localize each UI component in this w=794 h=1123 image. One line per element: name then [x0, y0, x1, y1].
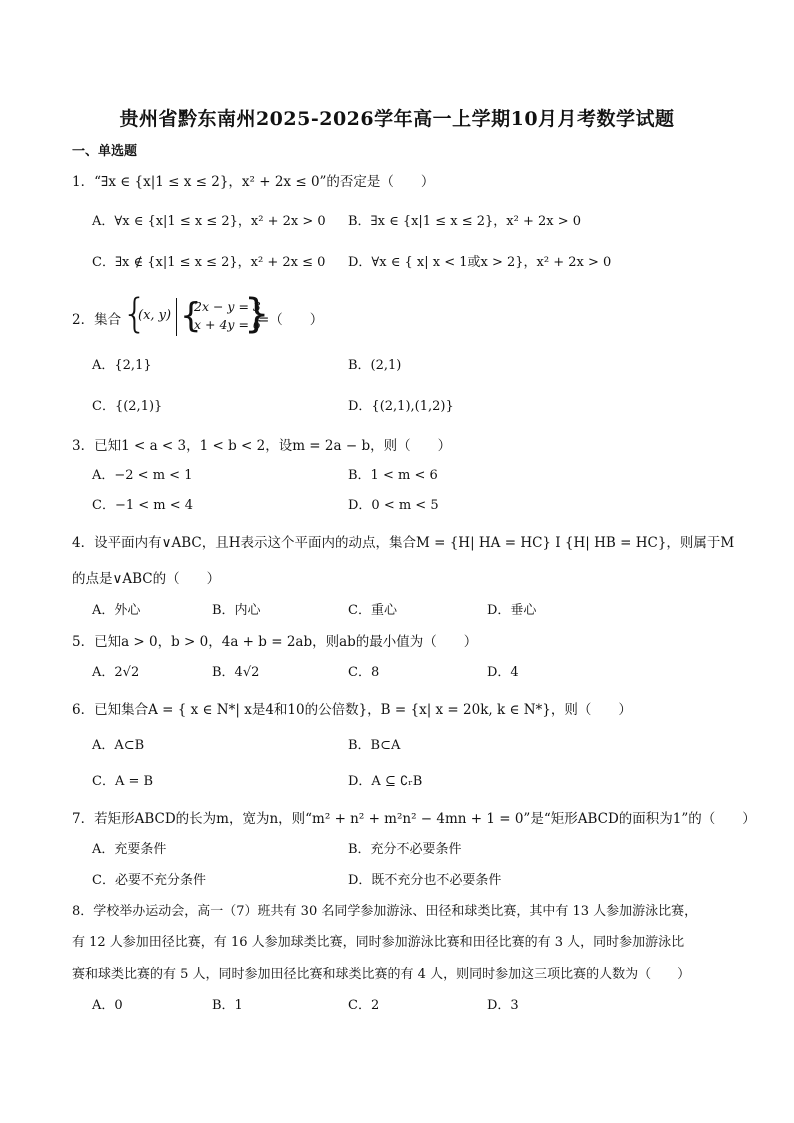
question-8-stem-line-1: 8．学校举办运动会，高一（7）班共有 30 名同学参加游泳、田径和球类比赛，其中有 13 人参加游泳比赛，	[72, 904, 698, 919]
set-left-brace: {	[122, 291, 148, 337]
question-6-stem: 6．已知集合A = { x ∈ N*| x是4和10的公倍数}，B = {x| x = 20k, k ∈ N*}，则（ ）	[72, 702, 632, 718]
question-3-stem: 3．已知1 < a < 3，1 < b < 2，设m = 2a − b，则（ ）	[72, 438, 452, 454]
question-7-stem: 7．若矩形ABCD的长为m，宽为n，则“m² + n² + m²n² − 4mn + 1 = 0”是“矩形ABCD的面积为1”的（ ）	[72, 811, 756, 827]
question-5-option-b: B．4√2	[212, 665, 260, 680]
question-5-option-a: A．2√2	[92, 665, 140, 680]
question-4-option-a: A．外心	[92, 603, 141, 618]
exam-title: 贵州省黔东南州2025-2026学年高一上学期10月月考数学试题	[119, 108, 675, 130]
set-right-brace: }	[244, 291, 270, 337]
question-8-option-c: C．2	[348, 998, 380, 1013]
question-3-option-c: C．−1 < m < 4	[92, 498, 194, 513]
question-4-option-d: D．垂心	[487, 603, 537, 618]
question-2-stem	[72, 291, 372, 340]
question-7-option-a: A．充要条件	[92, 842, 167, 857]
question-2-option-c: C．{(2,1)}	[92, 399, 163, 414]
equation-1: 2x − y = 3	[194, 299, 261, 314]
question-8-option-d: D．3	[487, 998, 519, 1013]
question-2-label: 2．集合	[72, 312, 122, 328]
question-4-option-b: B．内心	[212, 603, 261, 618]
question-6-option-c: C．A = B	[92, 774, 154, 789]
section-heading: 一、单选题	[72, 144, 138, 159]
question-6-option-a: A．A⊂B	[92, 738, 145, 753]
question-2-option-b: B．(2,1)	[348, 358, 402, 373]
question-4-option-c: C．重心	[348, 603, 397, 618]
equation-2: x + 4y = 6	[194, 317, 261, 332]
question-3-option-a: A．−2 < m < 1	[92, 468, 193, 483]
question-1-option-b: B．∃x ∈ {x|1 ≤ x ≤ 2}，x² + 2x > 0	[348, 214, 581, 229]
question-1-option-d: D．∀x ∈ { x| x < 1或x > 2}，x² + 2x > 0	[348, 255, 612, 270]
question-3-option-b: B．1 < m < 6	[348, 468, 438, 483]
question-2-option-d: D．{(2,1),(1,2)}	[348, 399, 454, 414]
set-element: (x, y)	[138, 308, 172, 323]
question-5-option-c: C．8	[348, 665, 380, 680]
question-3-option-d: D．0 < m < 5	[348, 498, 439, 513]
question-6-option-b: B．B⊂A	[348, 738, 401, 753]
question-2-option-a: A．{2,1}	[92, 358, 152, 373]
question-6-option-d: D．A ⊆ ∁ᵣB	[348, 774, 423, 789]
question-1-option-c: C．∃x ∉ {x|1 ≤ x ≤ 2}，x² + 2x ≤ 0	[92, 255, 326, 270]
question-8-stem-line-3: 赛和球类比赛的有 5 人，同时参加田径比赛和球类比赛的有 4 人，则同时参加这三项比赛的人数为（ ）	[72, 967, 691, 982]
system-brace: {	[180, 296, 202, 336]
question-1-option-a: A．∀x ∈ {x|1 ≤ x ≤ 2}，x² + 2x > 0	[92, 214, 326, 229]
question-7-option-b: B．充分不必要条件	[348, 842, 462, 857]
question-8-option-b: B．1	[212, 998, 243, 1013]
question-4-stem-line-1: 4．设平面内有∨ABC，且H表示这个平面内的动点，集合M = {H| HA = HC} I {H| HB = HC}，则属于M	[72, 535, 735, 551]
question-4-stem-line-2: 的点是∨ABC的（ ）	[72, 571, 221, 587]
question-8-stem-line-2: 有 12 人参加田径比赛，有 16 人参加球类比赛，同时参加游泳比赛和田径比赛的有 3 人，同时参加游泳比	[72, 935, 685, 950]
question-7-option-c: C．必要不充分条件	[92, 873, 206, 888]
question-5-stem: 5．已知a > 0，b > 0，4a + b = 2ab，则ab的最小值为（ ）	[72, 634, 478, 650]
question-2-tail: =（ ）	[258, 312, 324, 328]
question-8-option-a: A．0	[92, 998, 123, 1013]
question-7-option-d: D．既不充分也不必要条件	[348, 873, 502, 888]
set-bar	[176, 298, 177, 336]
question-5-option-d: D．4	[487, 665, 519, 680]
question-1-stem: 1．“∃x ∈ {x|1 ≤ x ≤ 2}，x² + 2x ≤ 0”的否定是（ ）	[72, 174, 435, 190]
